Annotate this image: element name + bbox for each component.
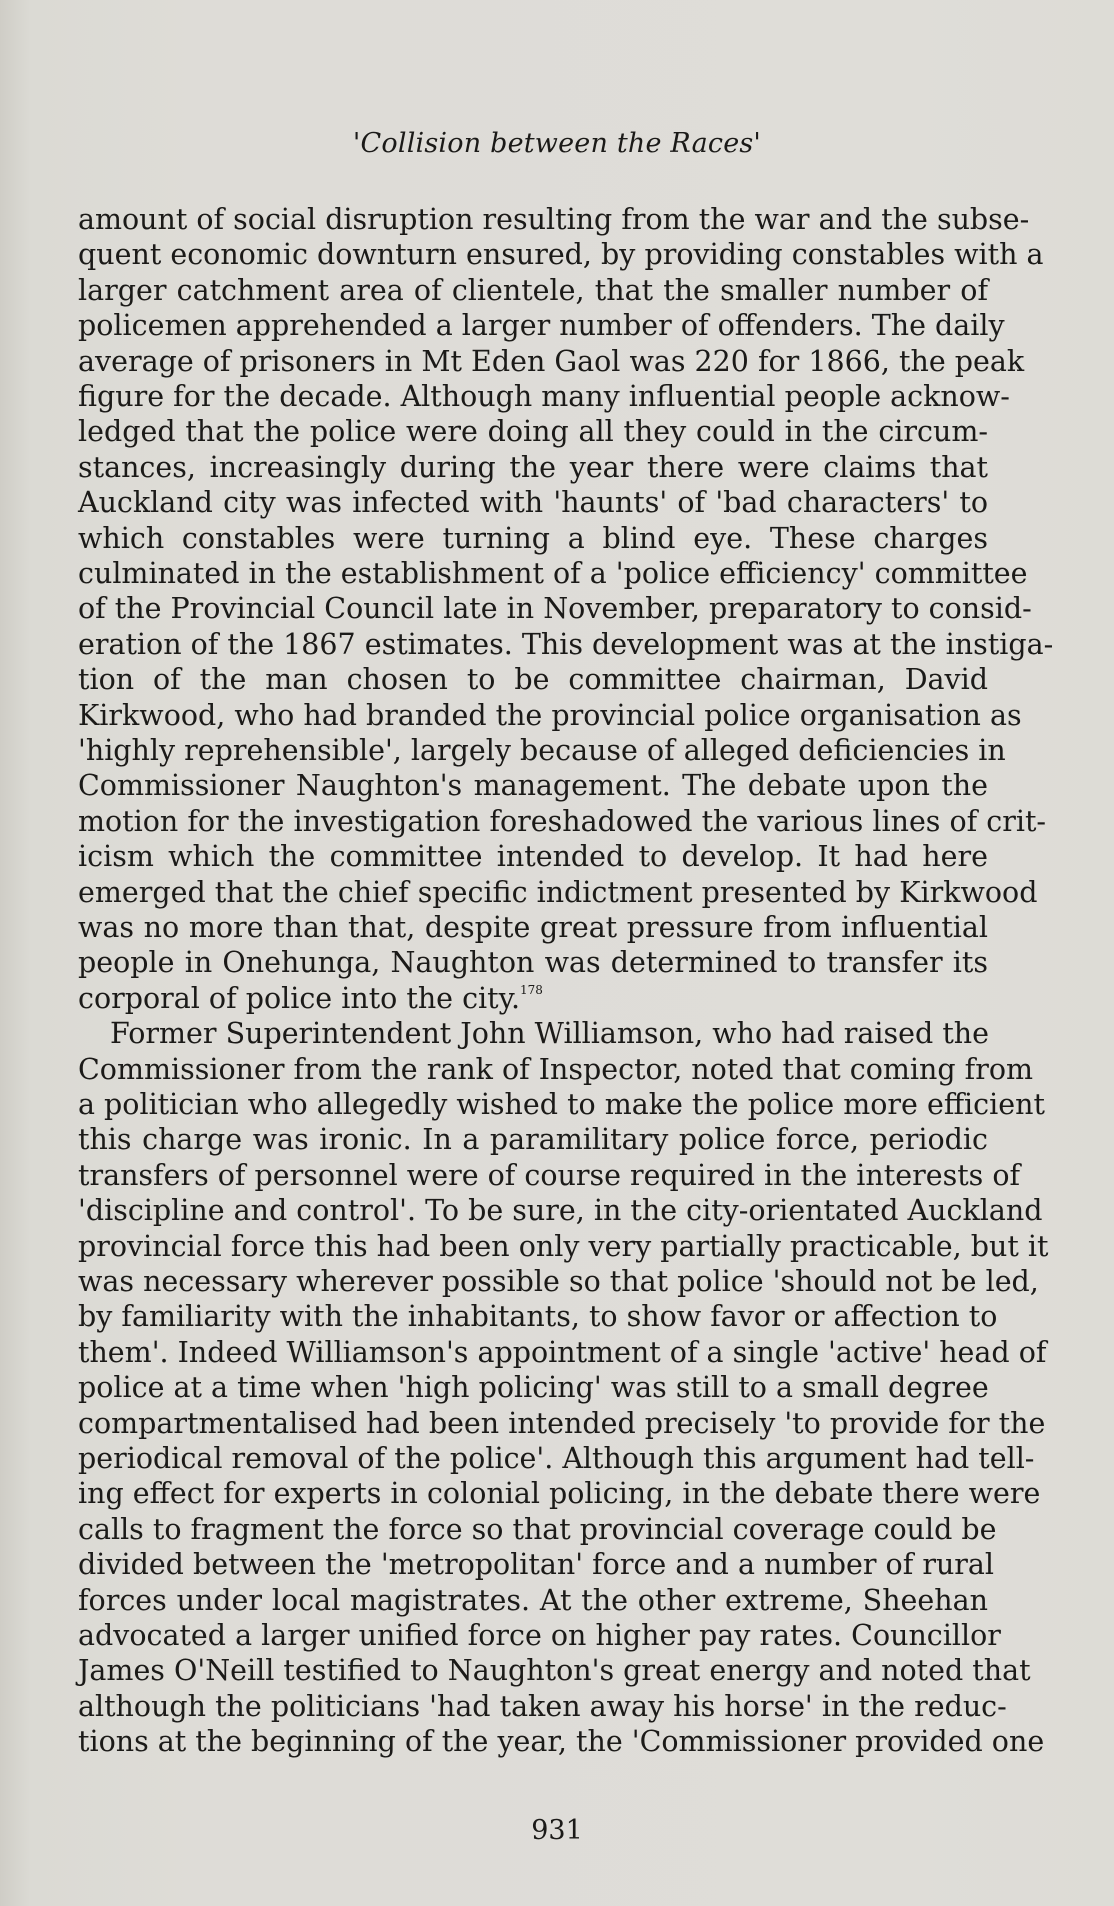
text-line: Commissioner Naughton's management. The debate upon the (78, 769, 988, 802)
text-line-content: corporal of police into the city. (78, 982, 521, 1015)
text-line: 'highly reprehensible', largely because of alleged deficiencies in (78, 734, 1006, 767)
text-line: compartmentalised had been intended precisely 'to provide for the (78, 1407, 1046, 1440)
text-line: Commissioner from the rank of Inspector, noted that coming from (78, 1053, 1034, 1086)
text-line: culminated in the establishment of a 'police efficiency' committee (78, 557, 1028, 590)
page-number: 931 (531, 1815, 583, 1846)
text-line: this charge was ironic. In a paramilitary police force, periodic (78, 1123, 988, 1156)
text-line: icism which the committee intended to develop. It had here (78, 840, 988, 873)
text-line: figure for the decade. Although many influential people acknow- (78, 380, 1010, 413)
text-line: provincial force this had been only very partially practicable, but it (78, 1230, 1049, 1263)
text-line: policemen apprehended a larger number of offenders. The daily (78, 309, 1005, 342)
running-head: 'Collision between the Races' (352, 128, 762, 159)
text-line: 'discipline and control'. To be sure, in the city-orientated Auckland (78, 1194, 1043, 1227)
text-line: stances, increasingly during the year there were claims that (78, 451, 988, 484)
text-line: periodical removal of the police'. Although this argument had tell- (78, 1442, 1035, 1475)
text-line: a politician who allegedly wished to make the police more efficient (78, 1088, 1045, 1121)
text-line: advocated a larger unified force on higher pay rates. Councillor (78, 1619, 1001, 1652)
text-line: average of prisoners in Mt Eden Gaol was 220 for 1866, the peak (78, 345, 1025, 378)
text-line: amount of social disruption resulting from the war and the subse- (78, 203, 1030, 236)
text-line: of the Provincial Council late in November, preparatory to consid- (78, 592, 1032, 625)
text-line: them'. Indeed Williamson's appointment of a single 'active' head of (78, 1336, 1047, 1369)
footnote-ref: 178 (520, 983, 543, 997)
text-line: larger catchment area of clientele, that the smaller number of (78, 274, 988, 307)
text-line: divided between the 'metropolitan' force and a number of rural (78, 1548, 995, 1581)
text-line: calls to fragment the force so that provincial coverage could be (78, 1513, 997, 1546)
text-line: emerged that the chief specific indictment presented by Kirkwood (78, 876, 1038, 909)
text-line: forces under local magistrates. At the other extreme, Sheehan (78, 1584, 988, 1617)
text-line: Former Superintendent John Williamson, who had raised the (110, 1017, 990, 1050)
text-line: James O'Neill testified to Naughton's great energy and noted that (78, 1654, 1031, 1687)
text-line: tion of the man chosen to be committee chairman, David (78, 663, 988, 696)
text-line: transfers of personnel were of course required in the interests of (78, 1159, 1021, 1192)
text-line: although the politicians 'had taken away his horse' in the reduc- (78, 1690, 1007, 1723)
text-line: Auckland city was infected with 'haunts' of 'bad characters' to (78, 486, 988, 519)
text-line (78, 981, 988, 1017)
text-line: Kirkwood, who had branded the provincial police organisation as (78, 699, 1022, 732)
text-line: quent economic downturn ensured, by providing constables with a (78, 238, 1044, 271)
text-line: tions at the beginning of the year, the 'Commissioner provided one (78, 1725, 1045, 1758)
text-line: was no more than that, despite great pressure from influential (78, 911, 988, 944)
text-line: which constables were turning a blind eye. These charges (78, 522, 988, 555)
text-line: ing effect for experts in colonial policing, in the debate there were (78, 1477, 1041, 1510)
text-line: ledged that the police were doing all they could in the circum- (78, 415, 988, 448)
text-line: eration of the 1867 estimates. This development was at the instiga- (78, 628, 1054, 661)
text-line: motion for the investigation foreshadowed the various lines of crit- (78, 805, 1047, 838)
text-line: people in Onehunga, Naughton was determined to transfer its (78, 946, 988, 979)
text-line: was necessary wherever possible so that police 'should not be led, (78, 1265, 1039, 1298)
text-line: police at a time when 'high policing' was still to a small degree (78, 1371, 989, 1404)
text-line: by familiarity with the inhabitants, to show favor or affection to (78, 1300, 998, 1333)
